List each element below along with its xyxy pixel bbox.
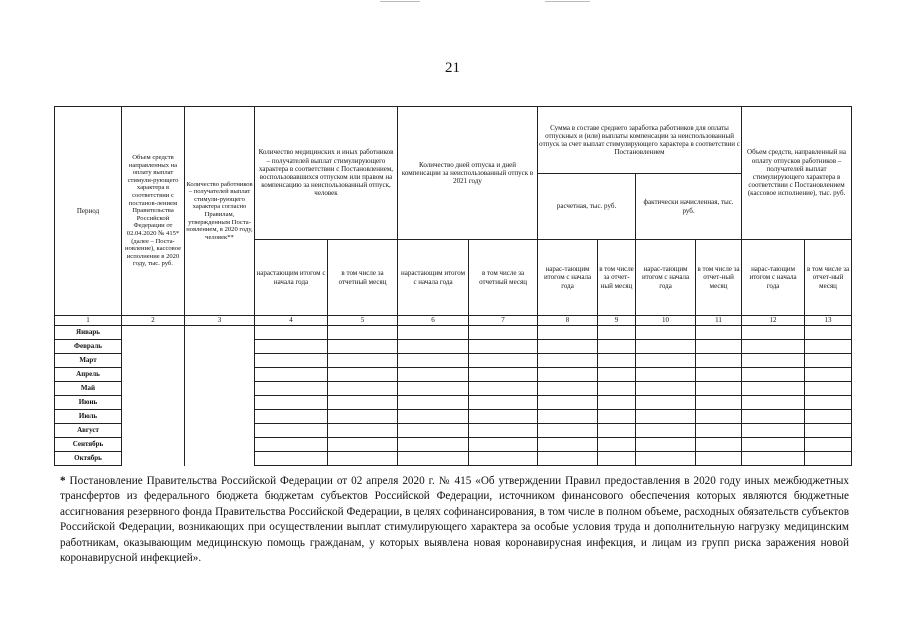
table-row bbox=[55, 368, 852, 382]
subheader-monthly: в том числе за отчетный месяц bbox=[328, 240, 398, 316]
table-cell bbox=[598, 368, 636, 382]
column-number: 6 bbox=[398, 316, 469, 326]
table-cell bbox=[469, 354, 538, 368]
table-cell bbox=[469, 396, 538, 410]
table-cell bbox=[696, 424, 742, 438]
table-cell bbox=[328, 438, 398, 452]
table-cell bbox=[598, 382, 636, 396]
table-cell bbox=[398, 410, 469, 424]
footnote-text: Постановление Правительства Российской Федерации от 02 апреля 2020 г. № 415 «Об утверждении Правил предоставления в 2020 году иных межбюджетных трансфертов из федерального бюджета бюджетам субъектов Российской Федерации, источником финансового обеспечения которых являются бюджетные ассигнования резервного фонда Правительства Российской Федерации, в целях софинансирования, в том числе в полном объеме, расходных обязательств субъектов Российской Федерации, возникающих при осуществлении выплат стимулирующего характера за особые условия труда и дополнительную нагрузку медицинским работникам, оказывающим медицинскую помощь гражданам, у которых выявлена новая коронавирусная инфекция, и лицам из групп риска заражения новой коронавирусной инфекцией». bbox=[60, 475, 849, 565]
table-cell bbox=[122, 410, 185, 424]
table-cell bbox=[742, 424, 805, 438]
table-cell bbox=[598, 424, 636, 438]
table-cell bbox=[598, 354, 636, 368]
scan-artifact bbox=[545, 1, 590, 2]
table-cell bbox=[636, 326, 696, 340]
table-cell bbox=[636, 396, 696, 410]
table-cell bbox=[328, 452, 398, 466]
table-cell bbox=[538, 368, 598, 382]
table-cell bbox=[805, 438, 852, 452]
table-cell bbox=[255, 452, 328, 466]
table-cell bbox=[598, 452, 636, 466]
table-cell bbox=[696, 410, 742, 424]
subheader-monthly: в том числе за отчет-ный месяц bbox=[598, 240, 636, 316]
table-cell bbox=[469, 410, 538, 424]
table-cell bbox=[696, 354, 742, 368]
table-cell bbox=[255, 424, 328, 438]
column-number: 8 bbox=[538, 316, 598, 326]
table-cell bbox=[636, 354, 696, 368]
table-cell bbox=[122, 382, 185, 396]
table-cell bbox=[742, 410, 805, 424]
column-number: 1 bbox=[55, 316, 122, 326]
column-number: 13 bbox=[805, 316, 852, 326]
month-label: Май bbox=[55, 382, 122, 396]
table-cell bbox=[696, 368, 742, 382]
table-row bbox=[55, 410, 852, 424]
month-label: Апрель bbox=[55, 368, 122, 382]
table-cell bbox=[696, 396, 742, 410]
subheader-cumulative: нарас-тающим итогом с начала года bbox=[636, 240, 696, 316]
table-cell bbox=[469, 382, 538, 396]
month-label: Август bbox=[55, 424, 122, 438]
table-cell bbox=[255, 410, 328, 424]
header-actual: фактически начисленная, тыс. руб. bbox=[636, 174, 742, 240]
header-vacation-days: Количество дней отпуска и дней компенсации за неиспользованный отпуск в 2021 году bbox=[398, 107, 538, 240]
table-cell bbox=[742, 368, 805, 382]
table-cell bbox=[185, 354, 255, 368]
table-cell bbox=[328, 368, 398, 382]
table-cell bbox=[742, 438, 805, 452]
table-row bbox=[55, 452, 852, 466]
table-cell bbox=[805, 410, 852, 424]
table-cell bbox=[255, 340, 328, 354]
table-cell bbox=[328, 354, 398, 368]
table-cell bbox=[636, 452, 696, 466]
table-row bbox=[55, 396, 852, 410]
table-cell bbox=[538, 452, 598, 466]
table-cell bbox=[469, 452, 538, 466]
month-label: Сентябрь bbox=[55, 438, 122, 452]
column-number: 4 bbox=[255, 316, 328, 326]
table-cell bbox=[538, 340, 598, 354]
table-cell bbox=[185, 340, 255, 354]
table-cell bbox=[398, 396, 469, 410]
header-average-earnings: Сумма в составе среднего заработка работников для оплаты отпускных и (или) выплаты компенсации за неиспользованный отпуск за счет выплат стимулирующего характера в соответствии с Постановлением bbox=[538, 107, 742, 174]
column-number: 2 bbox=[122, 316, 185, 326]
table-cell bbox=[398, 326, 469, 340]
table-cell bbox=[805, 368, 852, 382]
header-vacation-funds: Объем средств, направленный на оплату отпусков работников – получателей выплат стимулирующего характера в соответствии с Постановлением (кассовое исполнение), тыс. руб. bbox=[742, 107, 852, 240]
table-cell bbox=[636, 438, 696, 452]
table-cell bbox=[328, 410, 398, 424]
table-cell bbox=[636, 424, 696, 438]
table-cell bbox=[122, 326, 185, 340]
table-cell bbox=[185, 396, 255, 410]
table-cell bbox=[185, 452, 255, 466]
table-cell bbox=[696, 340, 742, 354]
footnote bbox=[60, 474, 849, 566]
table-row bbox=[55, 382, 852, 396]
table-cell bbox=[398, 438, 469, 452]
table-cell bbox=[398, 452, 469, 466]
column-number: 3 bbox=[185, 316, 255, 326]
subheader-cumulative: нарастающим итогом с начала года bbox=[255, 240, 328, 316]
table-cell bbox=[598, 410, 636, 424]
table-cell bbox=[185, 424, 255, 438]
table-cell bbox=[538, 424, 598, 438]
table-cell bbox=[469, 340, 538, 354]
table-cell bbox=[469, 368, 538, 382]
table-row bbox=[55, 326, 852, 340]
table-cell bbox=[255, 326, 328, 340]
subheader-monthly: в том числе за отчет-ный месяц bbox=[696, 240, 742, 316]
table-cell bbox=[398, 368, 469, 382]
subheader-cumulative: нарас-тающим итогом с начала года bbox=[742, 240, 805, 316]
table-cell bbox=[598, 396, 636, 410]
table-cell bbox=[185, 382, 255, 396]
table-cell bbox=[636, 340, 696, 354]
table-cell bbox=[805, 326, 852, 340]
table-cell bbox=[255, 368, 328, 382]
table-cell bbox=[805, 340, 852, 354]
month-rows bbox=[55, 326, 852, 466]
column-number: 9 bbox=[598, 316, 636, 326]
table-cell bbox=[636, 410, 696, 424]
table-row bbox=[55, 438, 852, 452]
table-cell bbox=[328, 326, 398, 340]
table-cell bbox=[538, 396, 598, 410]
table-cell bbox=[696, 452, 742, 466]
table-cell bbox=[805, 396, 852, 410]
table-cell bbox=[185, 410, 255, 424]
column-number: 11 bbox=[696, 316, 742, 326]
subheader-monthly: в том числе за отчетный месяц bbox=[469, 240, 538, 316]
table-cell bbox=[696, 438, 742, 452]
table-cell bbox=[185, 438, 255, 452]
table-cell bbox=[185, 368, 255, 382]
table-cell bbox=[328, 396, 398, 410]
table-cell bbox=[696, 326, 742, 340]
table-cell bbox=[398, 354, 469, 368]
header-vacation-workers: Количество медицинских и иных работников – получателей выплат стимулирующего характера в соответствии с Постановлением, воспользовавшихся отпуском или правом на компенсацию за неиспользованный отпуск, человек bbox=[255, 107, 398, 240]
table-cell bbox=[469, 424, 538, 438]
report-table bbox=[54, 106, 852, 466]
table-cell bbox=[598, 438, 636, 452]
month-label: Октябрь bbox=[55, 452, 122, 466]
table-cell bbox=[538, 410, 598, 424]
month-label: Июль bbox=[55, 410, 122, 424]
table-cell bbox=[538, 438, 598, 452]
table-cell bbox=[328, 382, 398, 396]
table-cell bbox=[328, 340, 398, 354]
subheader-monthly: в том числе за отчет-ный месяц bbox=[805, 240, 852, 316]
table-cell bbox=[805, 354, 852, 368]
table-cell bbox=[469, 326, 538, 340]
table-row bbox=[55, 354, 852, 368]
table-cell bbox=[805, 424, 852, 438]
table-cell bbox=[398, 424, 469, 438]
month-label: Январь bbox=[55, 326, 122, 340]
table-cell bbox=[122, 452, 185, 466]
table-cell bbox=[598, 340, 636, 354]
month-label: Июнь bbox=[55, 396, 122, 410]
table-cell bbox=[598, 326, 636, 340]
column-number: 12 bbox=[742, 316, 805, 326]
month-label: Февраль bbox=[55, 340, 122, 354]
subheader-cumulative: нарастающим итогом с начала года bbox=[398, 240, 469, 316]
table-cell bbox=[742, 452, 805, 466]
subheader-cumulative: нарас-тающим итогом с начала года bbox=[538, 240, 598, 316]
column-number: 5 bbox=[328, 316, 398, 326]
table-cell bbox=[742, 340, 805, 354]
table-cell bbox=[538, 382, 598, 396]
table-cell bbox=[255, 382, 328, 396]
table-cell bbox=[636, 382, 696, 396]
table-cell bbox=[636, 368, 696, 382]
header-calculated: расчетная, тыс. руб. bbox=[538, 174, 636, 240]
column-number: 10 bbox=[636, 316, 696, 326]
table-cell bbox=[805, 382, 852, 396]
footnote-marker: * bbox=[60, 475, 66, 487]
table-cell bbox=[328, 424, 398, 438]
table-cell bbox=[185, 326, 255, 340]
table-cell bbox=[255, 438, 328, 452]
table-cell bbox=[742, 382, 805, 396]
table-cell bbox=[538, 326, 598, 340]
table-cell bbox=[469, 438, 538, 452]
table-cell bbox=[538, 354, 598, 368]
table-cell bbox=[805, 452, 852, 466]
table-cell bbox=[122, 354, 185, 368]
table-cell bbox=[742, 326, 805, 340]
table-cell bbox=[122, 340, 185, 354]
table-cell bbox=[122, 368, 185, 382]
page-number: 21 bbox=[445, 60, 460, 76]
table-cell bbox=[696, 382, 742, 396]
table-cell bbox=[122, 396, 185, 410]
month-label: Март bbox=[55, 354, 122, 368]
table-cell bbox=[398, 340, 469, 354]
header-funds-2020: Объем средств направленных на оплату выплат стимули-рующего характера в соответствии с постанов-лением Правительства Российской Федерации от 02.04.2020 № 415* (далее – Поста-новление), кассовое исполнение в 2020 году, тыс. руб. bbox=[122, 107, 185, 316]
table-cell bbox=[398, 382, 469, 396]
scan-artifact bbox=[380, 1, 420, 2]
table-cell bbox=[122, 438, 185, 452]
table-cell bbox=[255, 354, 328, 368]
table-cell bbox=[742, 396, 805, 410]
table-cell bbox=[742, 354, 805, 368]
header-workers-count: Количество работников – получателей выплат стимули-рующего характера согласно Правилам, утвержденным Поста-новлением, в 2020 году, человек** bbox=[185, 107, 255, 316]
table-cell bbox=[255, 396, 328, 410]
header-period: Период bbox=[55, 107, 122, 316]
column-number-row bbox=[55, 316, 852, 326]
table-row bbox=[55, 340, 852, 354]
column-number: 7 bbox=[469, 316, 538, 326]
table-row bbox=[55, 424, 852, 438]
table-cell bbox=[122, 424, 185, 438]
